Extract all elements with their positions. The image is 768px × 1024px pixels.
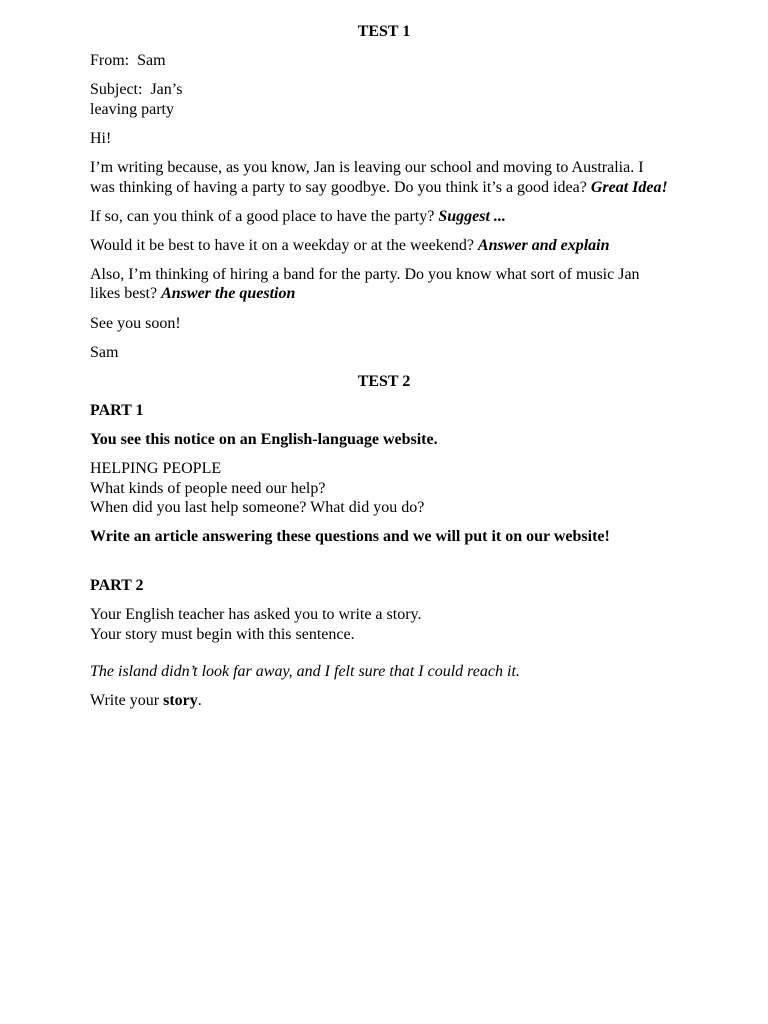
notice-block (90, 459, 670, 518)
email-paragraph-2 (90, 207, 670, 227)
notice-question-2: When did you last help someone? What did you do? (90, 499, 425, 517)
part1-heading: PART 1 (90, 401, 144, 419)
paragraph-4-note: Answer the question (161, 285, 296, 303)
part2-task-prefix: Write your (90, 692, 164, 710)
part2-line-2: Your story must begin with this sentence. (90, 625, 355, 643)
part2-heading: PART 2 (90, 576, 144, 594)
paragraph-1-text: I’m writing because, as you know, Jan is leaving our school and moving to Australia. I was thinking of having a party to say goodbye. Do you think it’s a good idea? (90, 158, 644, 196)
paragraph-2-note: Suggest ... (438, 207, 506, 225)
paragraph-3-note: Answer and explain (477, 236, 610, 254)
paragraph-1-note: Great Idea! (590, 178, 668, 196)
paragraph-3-text: Would it be best to have it on a weekday or at the weekend? (90, 236, 474, 254)
test1-heading: TEST 1 (357, 23, 411, 40)
subject-value: Jan’s leaving party (90, 81, 183, 118)
story-opening-sentence: The island didn’t look far away, and I felt sure that I could reach it. (90, 663, 520, 681)
part2-task-suffix: . (197, 692, 202, 710)
part2-task (90, 691, 670, 711)
part1-instruction: You see this notice on an English-language website. (90, 430, 438, 448)
part2-task-bold: story (163, 692, 198, 710)
subject-label: Subject: (90, 81, 143, 99)
test2-heading: TEST 2 (357, 372, 411, 390)
from-label: From: (90, 52, 130, 70)
part2-instructions (90, 605, 670, 644)
part2-line-1: Your English teacher has asked you to write a story. (90, 605, 422, 623)
email-paragraph-4 (90, 265, 670, 304)
paragraph-4-text: Also, I’m thinking of hiring a band for the party. Do you know what sort of music Jan likes best? (90, 265, 640, 303)
from-value: Sam (137, 52, 166, 70)
notice-title: HELPING PEOPLE (90, 460, 222, 477)
closing: See you soon! (90, 314, 181, 332)
greeting: Hi! (90, 129, 112, 147)
part1-task: Write an article answering these questions and we will put it on our website! (90, 528, 610, 546)
document-page (90, 22, 670, 720)
paragraph-2-text: If so, can you think of a good place to have the party? (90, 207, 435, 225)
notice-question-1: What kinds of people need our help? (90, 479, 326, 497)
email-paragraph-3 (90, 236, 670, 256)
subject-line (90, 80, 200, 119)
signature: Sam (90, 343, 119, 361)
email-paragraph-1 (90, 158, 670, 197)
from-line (90, 51, 670, 71)
